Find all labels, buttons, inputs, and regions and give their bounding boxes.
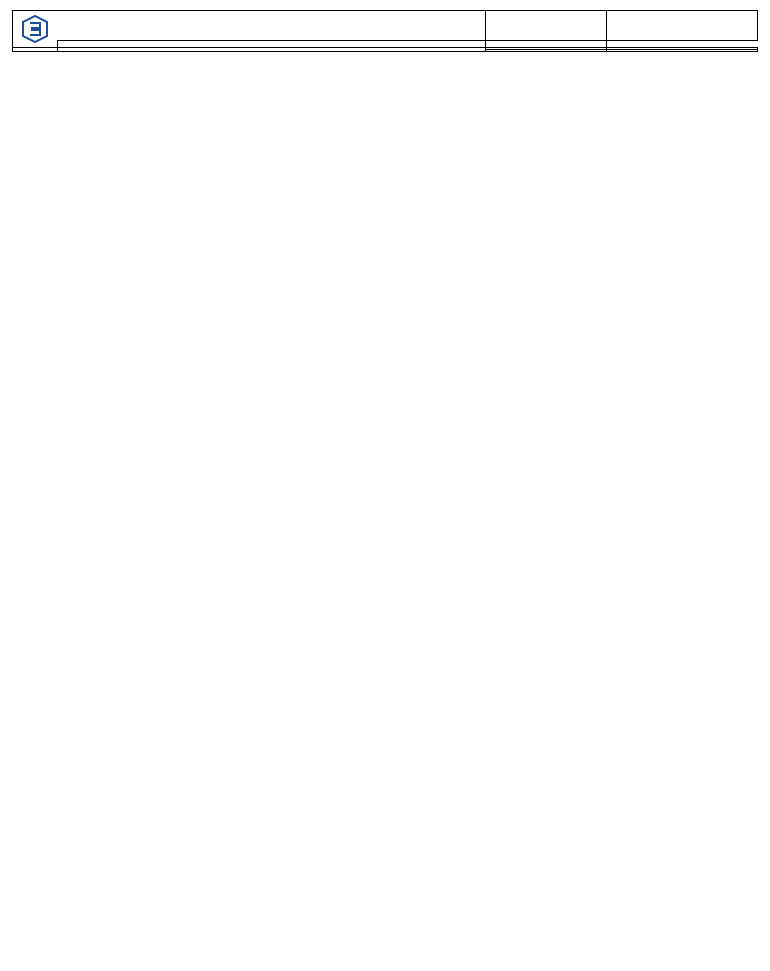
document-title-cell	[58, 48, 486, 52]
company-logo-cell	[13, 11, 58, 48]
boytall-logo-icon	[20, 14, 50, 44]
company-name-cell	[58, 11, 486, 41]
field-label-page	[486, 50, 607, 52]
field-label-doc-no	[486, 11, 607, 41]
spacer-cell	[13, 48, 58, 52]
field-value-page	[607, 50, 758, 52]
field-label-revision	[58, 40, 486, 47]
document-header	[12, 10, 758, 52]
field-value-doc-no	[607, 11, 758, 41]
field-value-revision	[486, 40, 607, 47]
